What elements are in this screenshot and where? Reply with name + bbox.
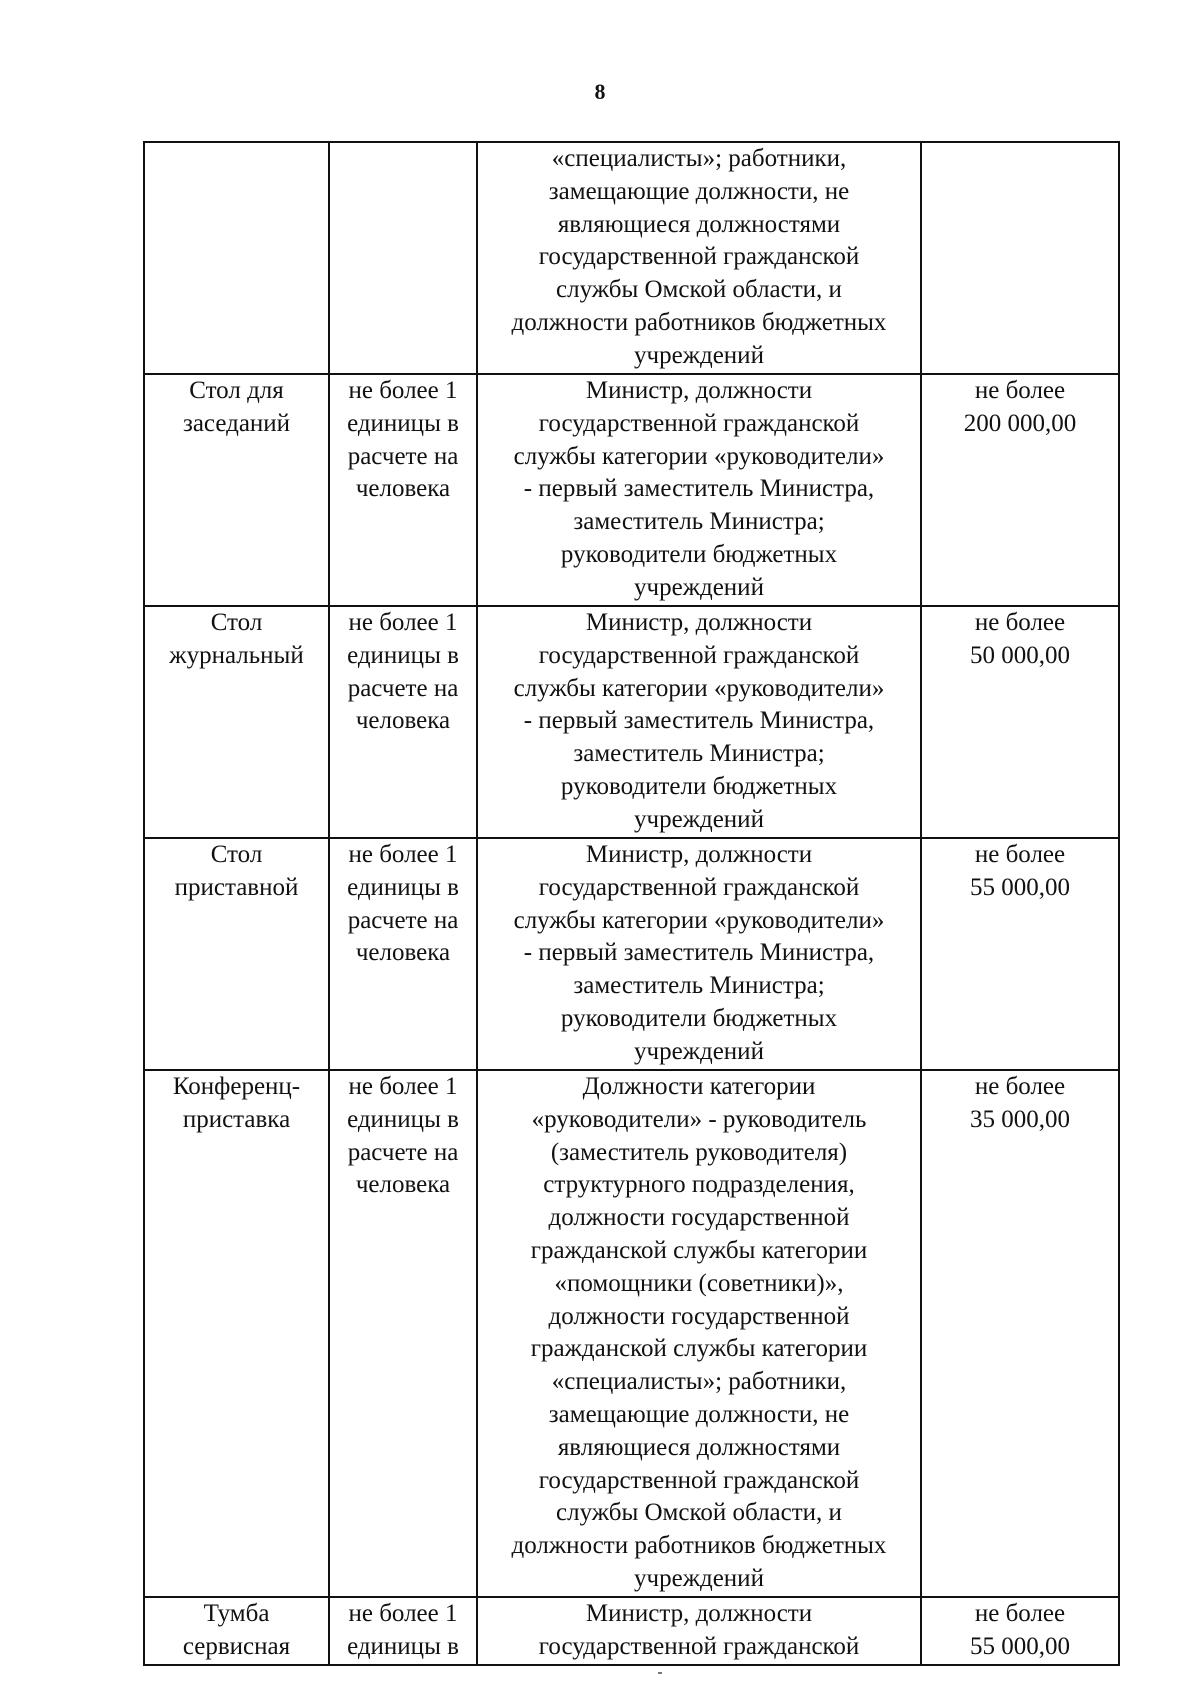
item-name-cell: Стол приставной: [144, 838, 329, 1070]
scan-speck: [658, 1672, 662, 1674]
quantity-cell: не более 1 единицы в расчете на человека: [329, 606, 477, 838]
price-cell: не более 50 000,00: [921, 606, 1119, 838]
furniture-norms-table: [143, 141, 1120, 1666]
table-row: [144, 1070, 1119, 1597]
quantity-cell: не более 1 единицы в расчете на человека: [329, 838, 477, 1070]
quantity-cell: не более 1 единицы в расчете на человека: [329, 1070, 477, 1597]
item-name-cell: Тумба сервисная: [144, 1597, 329, 1665]
table-row: [144, 374, 1119, 606]
table-row: [144, 142, 1119, 374]
quantity-cell: [329, 142, 477, 374]
price-cell: [921, 142, 1119, 374]
table-row: [144, 606, 1119, 838]
positions-cell: Министр, должности государственной гражданской службы категории «руководители» - первый заместитель Министра, заместитель Министра; руководители бюджетных учреждений: [477, 374, 921, 606]
table-row: [144, 1597, 1119, 1665]
page-number: 8: [594, 79, 606, 104]
positions-cell: Министр, должности государственной гражданской службы категории «руководители» - первый заместитель Министра, заместитель Министра; руководители бюджетных учреждений: [477, 838, 921, 1070]
positions-cell: «специалисты»; работники, замещающие должности, не являющиеся должностями государственной гражданской службы Омской области, и должности работников бюджетных учреждений: [477, 142, 921, 374]
price-cell: не более 35 000,00: [921, 1070, 1119, 1597]
table-row: [144, 838, 1119, 1070]
item-name-cell: Стол журнальный: [144, 606, 329, 838]
quantity-cell: не более 1 единицы в: [329, 1597, 477, 1665]
item-name-cell: [144, 142, 329, 374]
price-cell: не более 55 000,00: [921, 838, 1119, 1070]
quantity-cell: не более 1 единицы в расчете на человека: [329, 374, 477, 606]
positions-cell: Должности категории «руководители» - руководитель (заместитель руководителя) структурного подразделения, должности государственной гражданской службы категории «помощники (советники)», должности государственной гражданской службы категории «специалисты»; работники, замещающие должности, не являющиеся должностями государственной гражданской службы Омской области, и должности работников бюджетных учреждений: [477, 1070, 921, 1597]
price-cell: не более 55 000,00: [921, 1597, 1119, 1665]
item-name-cell: Конференц- приставка: [144, 1070, 329, 1597]
positions-cell: Министр, должности государственной гражданской: [477, 1597, 921, 1665]
price-cell: не более 200 000,00: [921, 374, 1119, 606]
item-name-cell: Стол для заседаний: [144, 374, 329, 606]
positions-cell: Министр, должности государственной гражданской службы категории «руководители» - первый заместитель Министра, заместитель Министра; руководители бюджетных учреждений: [477, 606, 921, 838]
